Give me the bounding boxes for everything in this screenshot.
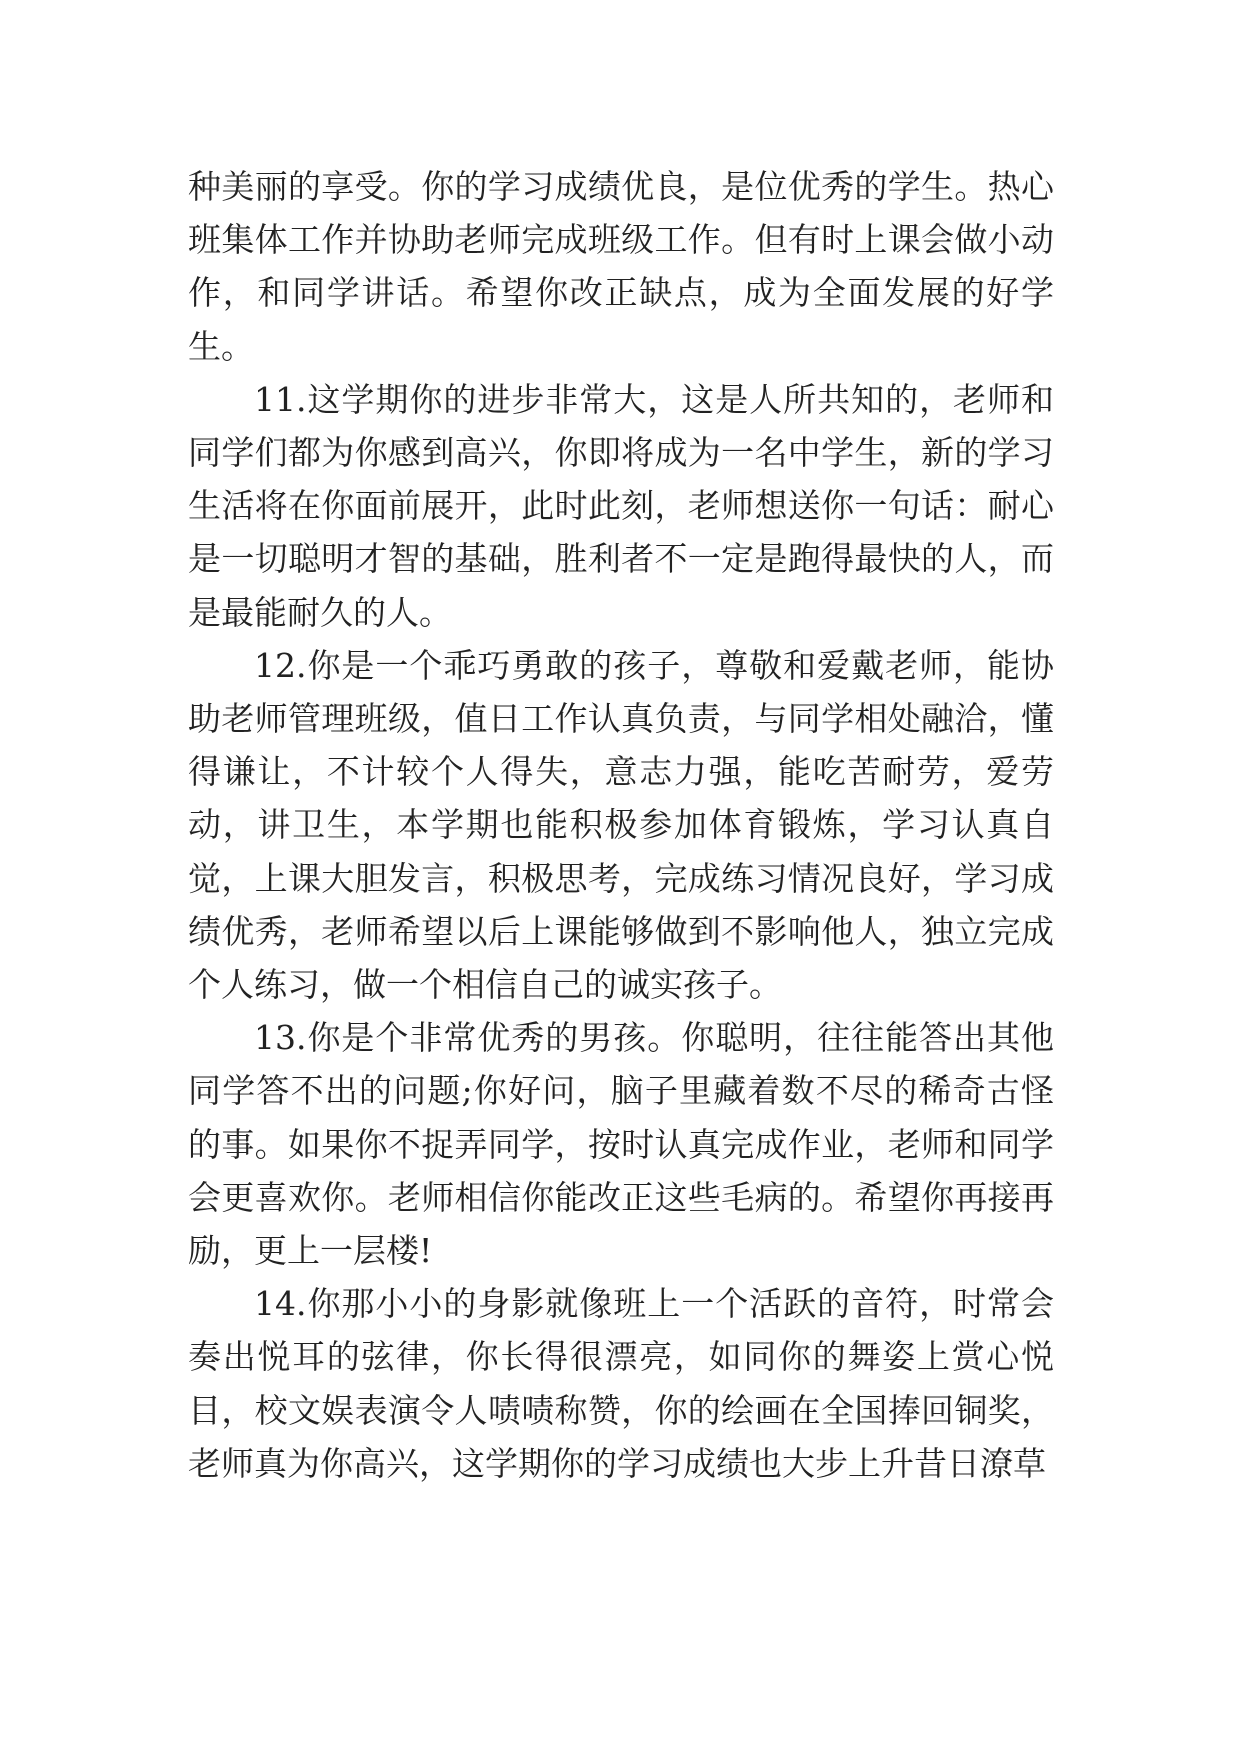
paragraph-12: 12.你是一个乖巧勇敢的孩子，尊敬和爱戴老师，能协助老师管理班级，值日工作认真负责，与同学相处融洽，懂得谦让，不计较个人得失，意志力强，能吃苦耐劳，爱劳动，讲卫生，本学期也能积极参加体育锻炼，学习认真自觉，上课大胆发言，积极思考，完成练习情况良好，学习成绩优秀，老师希望以后上课能够做到不影响他人，独立完成个人练习，做一个相信自己的诚实孩子。 bbox=[188, 645, 1054, 1005]
document-body bbox=[188, 160, 1054, 1490]
paragraph-10-continued: 种美丽的享受。你的学习成绩优良，是位优秀的学生。热心班集体工作并协助老师完成班级工作。但有时上课会做小动作，和同学讲话。希望你改正缺点，成为全面发展的好学生。 bbox=[188, 167, 1054, 366]
paragraph-11: 11.这学期你的进步非常大，这是人所共知的，老师和同学们都为你感到高兴，你即将成为一名中学生，新的学习生活将在你面前展开，此时此刻，老师想送你一句话：耐心是一切聪明才智的基础，胜利者不一定是跑得最快的人，而是最能耐久的人。 bbox=[188, 379, 1054, 632]
paragraph-14: 14.你那小小的身影就像班上一个活跃的音符，时常会奏出悦耳的弦律，你长得很漂亮，如同你的舞姿上赏心悦目，校文娱表演令人啧啧称赞，你的绘画在全国捧回铜奖，老师真为你高兴，这学期你的学习成绩也大步上升昔日潦草 bbox=[188, 1284, 1054, 1483]
paragraph-13: 13.你是个非常优秀的男孩。你聪明，往往能答出其他同学答不出的问题;你好问，脑子里藏着数不尽的稀奇古怪的事。如果你不捉弄同学，按时认真完成作业，老师和同学会更喜欢你。老师相信你能改正这些毛病的。希望你再接再励，更上一层楼! bbox=[188, 1018, 1054, 1271]
